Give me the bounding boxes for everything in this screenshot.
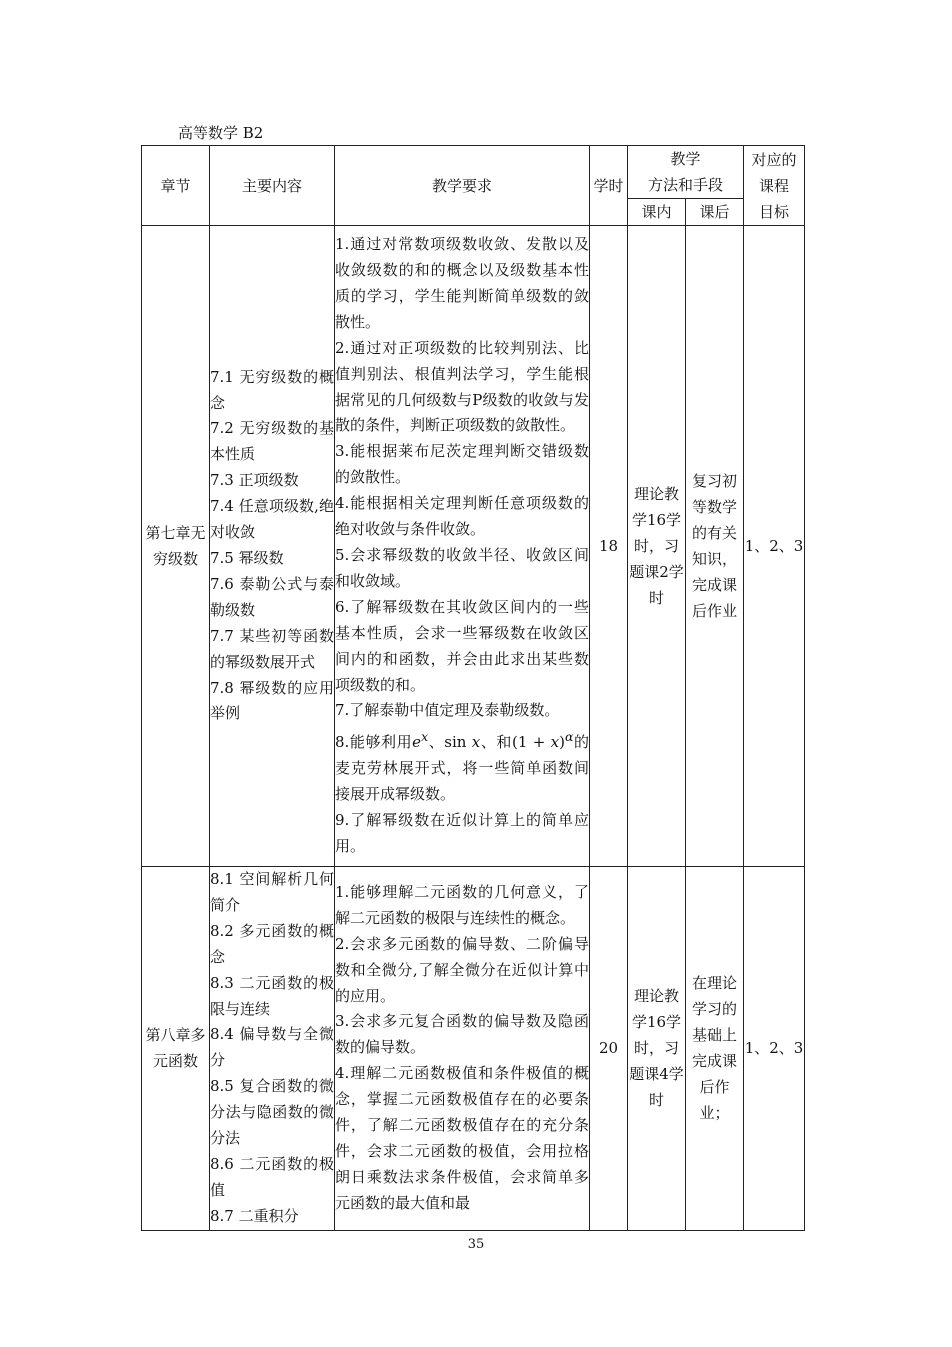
header-objectives <box>744 146 805 226</box>
content-item: 8.5 复合函数的微分法与隐函数的微分法 <box>210 1077 334 1148</box>
header-objectives-line1: 对应的 <box>751 150 797 169</box>
content-item: 7.6 泰勒公式与泰勒级数 <box>210 574 334 619</box>
content-item: 8.4 偏导数与全微分 <box>210 1025 334 1070</box>
chapter-cell: 第八章多元函数 <box>142 867 210 1231</box>
header-row <box>142 146 805 199</box>
content-item: 8.1 空间解析几何简介 <box>210 870 334 914</box>
chapter-cell: 第七章无穷级数 <box>142 226 210 867</box>
content-item: 8.6 二元函数的极值 <box>210 1154 334 1199</box>
content-item: 7.1 无穷级数的概念 <box>210 367 334 412</box>
in-class-cell: 理论教学16学时，习题课2学时 <box>628 226 686 867</box>
requirement-item: 3.会求多元复合函数的偏导数及隐函数的偏导数。 <box>335 1012 589 1057</box>
course-title: 高等数学 B2 <box>178 124 264 142</box>
in-class-cell: 理论教学16学时，习题课4学时 <box>628 867 686 1231</box>
sin-text: sin <box>444 733 467 752</box>
req8-prefix: 8.能够利用 <box>335 733 413 752</box>
requirement-item: 7.了解泰勒中值定理及泰勒级数。 <box>335 701 560 720</box>
table-row <box>142 226 805 867</box>
requirement-item: 9.了解幂级数在近似计算上的简单应用。 <box>335 811 589 855</box>
header-objectives-line2: 课程 <box>759 176 790 195</box>
content-item: 7.8 幂级数的应用举例 <box>210 678 334 723</box>
requirement-item: 4.能根据相关定理判断任意项级数的绝对收敛与条件收敛。 <box>335 494 589 539</box>
requirement-item: 2.会求多元函数的偏导数、二阶偏导数和全微分,了解全微分在近似计算中的应用。 <box>335 934 589 1005</box>
requirement-item: 3.能根据莱布尼茨定理判断交错级数的敛散性。 <box>335 442 589 487</box>
after-class-cell: 复习初等数学的有关知识，完成课后作业 <box>686 226 744 867</box>
hours-cell: 18 <box>590 226 628 867</box>
content-item: 7.3 正项级数 <box>210 471 299 490</box>
requirement-item: 1.通过对常数项级数收敛、发散以及收敛级数的和的概念以及级数基本性质的学习，学生能判断简单级数的敛散性。 <box>335 235 589 331</box>
header-after-class: 课后 <box>686 199 744 226</box>
header-requirements: 教学要求 <box>335 146 590 226</box>
table-row <box>142 867 805 1231</box>
objectives-cell: 1、2、3 <box>744 867 805 1231</box>
header-methods <box>628 146 744 199</box>
requirements-cell <box>335 867 590 1231</box>
content-item: 8.7 二重积分 <box>210 1206 299 1225</box>
header-hours: 学时 <box>590 146 628 226</box>
sin-variable: x <box>471 733 481 752</box>
header-in-class: 课内 <box>628 199 686 226</box>
content-item: 7.2 无穷级数的基本性质 <box>210 419 334 464</box>
page-number: 35 <box>467 1237 485 1252</box>
after-class-cell: 在理论学习的基础上完成课后作业； <box>686 867 744 1231</box>
content-item: 8.2 多元函数的概念 <box>210 921 334 966</box>
req8-suffix: 的麦克劳林展开式，将一些简单函数间接展开成幂级数。 <box>335 733 589 804</box>
content-item: 7.7 某些初等函数的幂级数展开式 <box>210 626 334 671</box>
header-methods-line2: 方法和手段 <box>648 176 724 194</box>
exp-formula: $e^x$ <box>412 729 429 752</box>
requirement-item: 6.了解幂级数在其收敛区间内的一些基本性质，会求一些幂级数在收敛区间内的和函数，并会由此求出某些数项级数的和。 <box>335 597 589 694</box>
syllabus-table <box>141 145 805 1231</box>
header-content: 主要内容 <box>210 146 335 226</box>
objectives-cell: 1、2、3 <box>744 226 805 867</box>
content-item: 8.3 二元函数的极限与连续 <box>210 973 334 1018</box>
header-chapter: 章节 <box>142 146 210 226</box>
req8-sep1: 、 <box>428 733 445 752</box>
requirement-item-8 <box>335 724 589 808</box>
requirements-cell <box>335 226 590 867</box>
requirement-item: 1.能够理解二元函数的几何意义，了解二元函数的极限与连续性的概念。 <box>335 882 589 927</box>
sin-formula <box>444 733 480 751</box>
content-cell <box>210 226 335 867</box>
hours-cell: 20 <box>590 867 628 1231</box>
requirement-item: 5.会求幂级数的收敛半径、收敛区间和收敛域。 <box>335 546 589 590</box>
content-item: 7.4 任意项级数,绝对收敛 <box>210 497 334 542</box>
content-item: 7.5 幂级数 <box>210 549 284 567</box>
req8-sep2: 、和 <box>480 733 512 752</box>
header-methods-line1: 教学 <box>670 150 701 168</box>
binomial-formula: $(1 + x)^\alpha$ <box>511 729 574 752</box>
content-cell <box>210 867 335 1231</box>
requirement-item: 2.通过对正项级数的比较判别法、比值判别法、根值判法学习，学生能根据常见的几何级数与P级数的收敛与发散的条件，判断正项级数的敛散性。 <box>335 338 589 435</box>
requirement-item: 4.理解二元函数极值和条件极值的概念，掌握二元函数极值存在的必要条件，了解二元函数极值存在的充分条件，会求二元函数的极值，会用拉格朗日乘数法求条件极值，会求简单多元函数的最大值和最 <box>335 1064 589 1212</box>
header-objectives-line3: 目标 <box>759 202 790 221</box>
